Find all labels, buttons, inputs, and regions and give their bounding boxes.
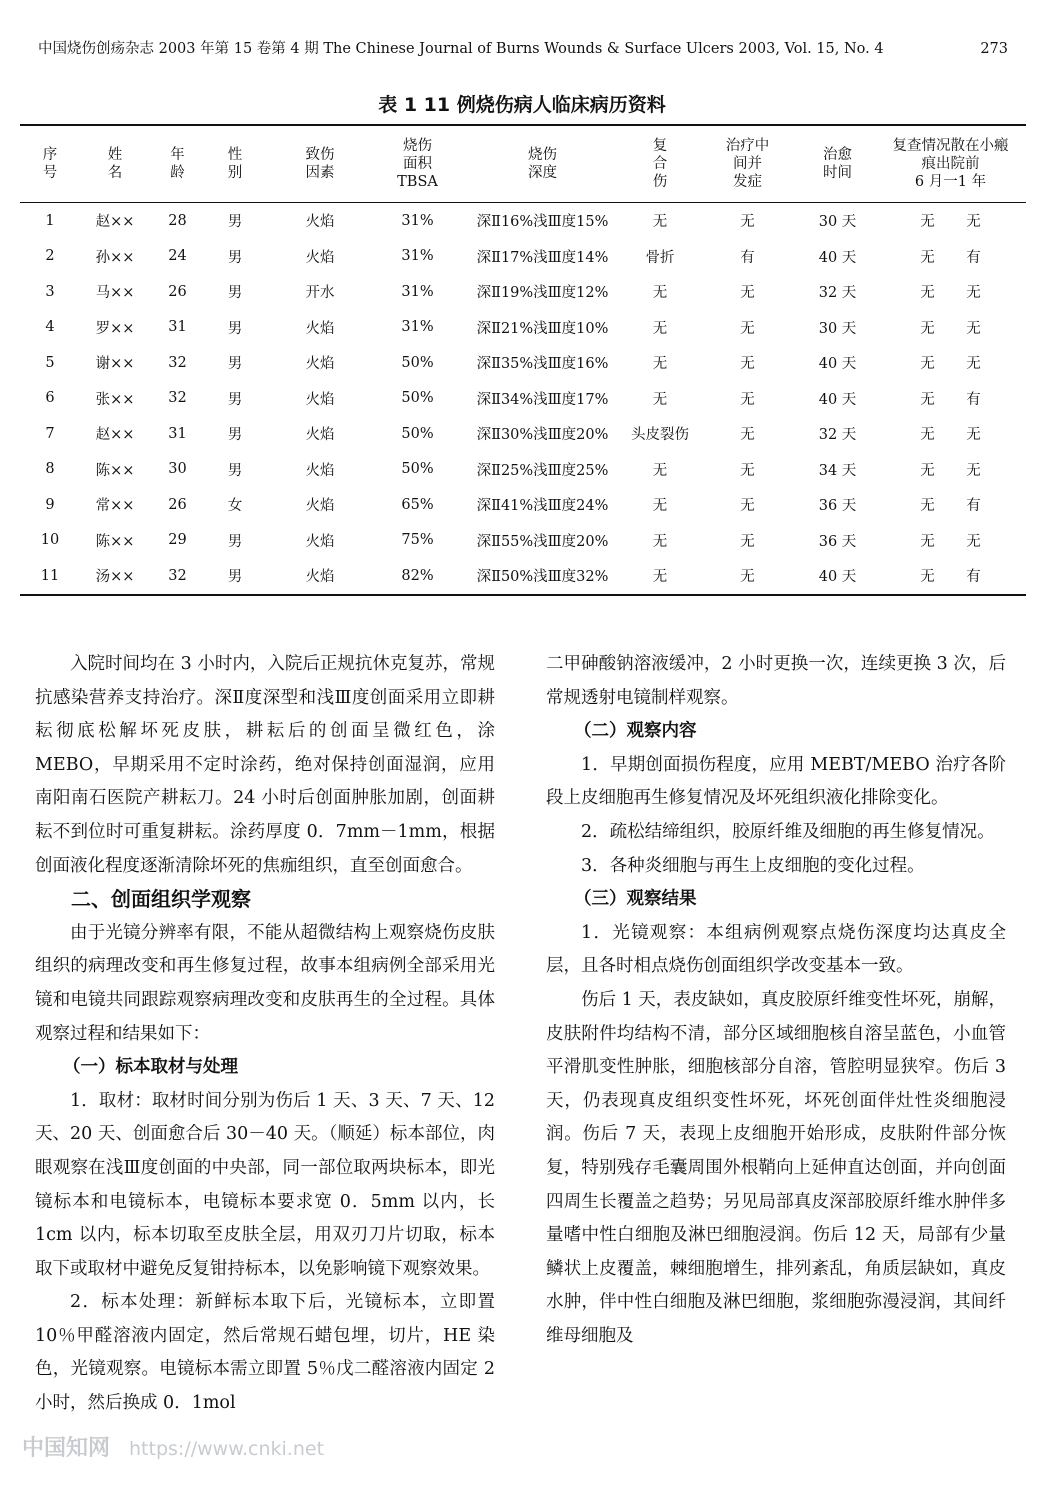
- table-cell-complication: 无: [740, 462, 755, 479]
- table-cell-name: 马××: [95, 285, 135, 302]
- header-cell: 治疗中 间并 发症: [695, 126, 800, 203]
- paragraph: 2．标本处理：新鲜标本取下后，光镜标本，立即置 10％甲醛溶液内固定，然后常规石蜡包埋，切片，HE 染色，光镜观察。电镜标本需立即置 5％戊二醛溶液内固定 2 小时，然后换成 0．1mol: [35, 1292, 495, 1414]
- table-cell-complication: 无: [740, 569, 755, 586]
- table-cell-followup: [875, 345, 1026, 381]
- followup-value: 无: [920, 498, 935, 515]
- table-cell-tbsa: 31%: [401, 212, 434, 229]
- table-cell-depth: 深Ⅱ17%浅Ⅲ度14%: [476, 249, 609, 266]
- header-cell: 复查情况散在小瘢 痕出院前 6 月一1 年: [875, 126, 1026, 203]
- table-cell-cause: 开水: [305, 285, 335, 302]
- table-cell-depth: 深Ⅱ21%浅Ⅲ度10%: [476, 320, 609, 337]
- table-cell-no: 1: [45, 212, 55, 229]
- table-cell-heal: 40 天: [818, 569, 857, 586]
- table-cell-heal: 40 天: [818, 249, 857, 266]
- table-cell-combined: 无: [652, 214, 668, 231]
- table-cell-no: 9: [45, 496, 55, 513]
- watermark-url: https://www.cnki.net: [129, 1438, 325, 1460]
- table-row: [20, 203, 1026, 239]
- header-cell: 序 号: [20, 126, 80, 203]
- followup-value: 无: [920, 285, 935, 302]
- table-cell-tbsa: 75%: [401, 532, 434, 549]
- watermark: [22, 1434, 324, 1464]
- table-cell-followup: [875, 381, 1026, 417]
- followup-value: 无: [920, 391, 935, 408]
- table-cell-sex: 男: [227, 356, 243, 373]
- table-cell-cause: 火焰: [305, 427, 335, 444]
- table-cell-no: 6: [45, 390, 55, 407]
- table-cell-cause: 火焰: [305, 569, 335, 586]
- table-cell-cause: 火焰: [305, 462, 335, 479]
- table-cell-complication: 无: [740, 356, 755, 373]
- table-cell-cause: 火焰: [305, 356, 335, 373]
- table-cell-no: 3: [45, 283, 55, 300]
- header-cell: 姓 名: [80, 126, 150, 203]
- table-cell-tbsa: 31%: [401, 248, 434, 265]
- table-cell-depth: 深Ⅱ50%浅Ⅲ度32%: [476, 569, 609, 586]
- header-cell: 性 别: [205, 126, 265, 203]
- table-cell-name: 赵××: [95, 214, 135, 231]
- table-cell-combined: 无: [652, 498, 668, 515]
- table-cell-name: 陈××: [95, 462, 135, 479]
- table-cell-combined: 无: [652, 533, 668, 550]
- table-cell-depth: 深Ⅱ35%浅Ⅲ度16%: [476, 356, 609, 373]
- followup-value: 有: [966, 569, 981, 586]
- table-cell-sex: 男: [227, 391, 243, 408]
- table-cell-heal: 30 天: [818, 320, 857, 337]
- table-cell-sex: 男: [227, 320, 243, 337]
- followup-value: 无: [966, 533, 981, 550]
- header-cell: 致伤 因素: [265, 126, 375, 203]
- table-cell-heal: 32 天: [818, 427, 857, 444]
- table-cell-name: 罗××: [95, 320, 135, 337]
- table-cell-tbsa: 50%: [401, 425, 434, 442]
- table-cell-followup: [875, 523, 1026, 559]
- table-cell-cause: 火焰: [305, 320, 335, 337]
- table-cell-cause: 火焰: [305, 249, 335, 266]
- table-cell-combined: 无: [652, 285, 668, 302]
- header-cell: 复 合 伤: [625, 126, 695, 203]
- table-row: [20, 310, 1026, 346]
- list-item: 1．早期创面损伤程度，应用 MEBT/MEBO 治疗各阶段上皮细胞再生修复情况及坏死组织液化排除变化。: [546, 754, 1006, 809]
- table-cell-combined: 无: [652, 569, 668, 586]
- paragraph: 1．光镜观察：本组病例观察点烧伤深度均达真皮全层，且各时相点烧伤创面组织学改变基本一致。: [546, 922, 1006, 977]
- followup-value: 无: [966, 214, 981, 231]
- table-cell-complication: 无: [740, 427, 755, 444]
- table-cell-sex: 男: [227, 285, 243, 302]
- section-heading: 二、创面组织学观察: [71, 887, 251, 912]
- table-cell-no: 10: [40, 532, 60, 549]
- followup-value: 无: [920, 569, 935, 586]
- table-cell-combined: 头皮裂伤: [631, 427, 689, 444]
- table-body: [20, 203, 1026, 594]
- table-cell-followup: [875, 558, 1026, 594]
- left-column: [35, 648, 495, 1421]
- subsection-heading: （三）观察结果: [574, 889, 697, 910]
- table-cell-no: 5: [45, 354, 55, 371]
- page-number: 273: [980, 41, 1008, 57]
- followup-value: 无: [920, 214, 935, 231]
- table-cell-name: 孙××: [95, 249, 135, 266]
- table-cell-name: 常××: [95, 498, 135, 515]
- table-cell-no: 8: [45, 461, 55, 478]
- subsection-heading: （二）观察内容: [574, 721, 697, 742]
- table-cell-depth: 深Ⅱ16%浅Ⅲ度15%: [476, 214, 609, 231]
- table-cell-name: 张××: [95, 391, 135, 408]
- followup-value: 无: [920, 533, 935, 550]
- paragraph-intro: 入院时间均在 3 小时内，入院后正规抗休克复苏，常规抗感染营养支持治疗。深Ⅱ度深型和浅Ⅲ度创面采用立即耕耘彻底松解坏死皮肤，耕耘后的创面呈微红色，涂 MEBO，早期采用不定时涂药，绝对保持创面湿润，应用南阳南石医院产耕耘刀。24 小时后创面肿胀加剧，创面耕耘不到位时可重复耕耘。涂药厚度 0．7mm－1mm，根据创面液化程度逐渐清除坏死的焦痂组织，直至创面愈合。: [35, 654, 495, 876]
- table-cell-sex: 女: [227, 498, 243, 515]
- table-cell-age: 32: [168, 390, 187, 407]
- table-cell-age: 24: [168, 248, 187, 265]
- table-cell-combined: 无: [652, 462, 668, 479]
- table-cell-complication: 有: [740, 249, 755, 266]
- table-cell-sex: 男: [227, 533, 243, 550]
- table-cell-age: 26: [168, 283, 187, 300]
- right-column: [546, 648, 1006, 1353]
- table-row: [20, 558, 1026, 594]
- table-cell-heal: 40 天: [818, 391, 857, 408]
- table-row: [20, 452, 1026, 488]
- table-cell-sex: 男: [227, 569, 243, 586]
- table-cell-complication: 无: [740, 214, 755, 231]
- table-cell-complication: 无: [740, 391, 755, 408]
- table-cell-sex: 男: [227, 249, 243, 266]
- table-cell-age: 31: [168, 425, 187, 442]
- table-cell-heal: 30 天: [818, 214, 857, 231]
- table-cell-followup: [875, 274, 1026, 310]
- table-cell-age: 32: [168, 567, 187, 584]
- table-cell-followup: [875, 416, 1026, 452]
- subsection-heading: （一）标本取材与处理: [63, 1057, 238, 1078]
- table-cell-depth: 深Ⅱ30%浅Ⅲ度20%: [476, 427, 609, 444]
- table-cell-heal: 40 天: [818, 356, 857, 373]
- table-cell-complication: 无: [740, 533, 755, 550]
- paragraph-continued: 二甲砷酸钠溶液缓冲，2 小时更换一次，连续更换 3 次，后常规透射电镜制样观察。: [546, 654, 1006, 708]
- table-cell-name: 陈××: [95, 533, 135, 550]
- table-cell-heal: 34 天: [818, 462, 857, 479]
- table-row: [20, 274, 1026, 310]
- table-cell-complication: 无: [740, 320, 755, 337]
- table-cell-age: 29: [168, 532, 187, 549]
- table-cell-cause: 火焰: [305, 391, 335, 408]
- followup-value: 无: [920, 462, 935, 479]
- table-cell-complication: 无: [740, 498, 755, 515]
- table-cell-tbsa: 50%: [401, 390, 434, 407]
- list-item: 2．疏松结缔组织，胶原纤维及细胞的再生修复情况。: [581, 821, 995, 842]
- table-cell-tbsa: 65%: [401, 496, 434, 513]
- followup-value: 无: [966, 462, 981, 479]
- table-cell-heal: 36 天: [818, 498, 857, 515]
- table-cell-age: 32: [168, 354, 187, 371]
- table-cell-followup: [875, 203, 1026, 239]
- followup-value: 无: [920, 249, 935, 266]
- table-row: [20, 239, 1026, 275]
- header-cell: 烧伤 深度: [460, 126, 625, 203]
- table-cell-followup: [875, 487, 1026, 523]
- table-row: [20, 523, 1026, 559]
- table-row: [20, 381, 1026, 417]
- followup-value: 有: [966, 391, 981, 408]
- table-cell-name: 谢××: [95, 356, 135, 373]
- header-cell: 治愈 时间: [800, 126, 875, 203]
- table-cell-age: 28: [168, 212, 187, 229]
- table-cell-tbsa: 31%: [401, 319, 434, 336]
- table-cell-no: 4: [45, 319, 55, 336]
- followup-value: 无: [966, 427, 981, 444]
- table-cell-no: 2: [45, 248, 55, 265]
- table-cell-age: 30: [168, 461, 187, 478]
- paragraph: 1．取材：取材时间分别为伤后 1 天、3 天、7 天、12 天、20 天、创面愈合后 30－40 天。（顺延）标本部位，肉眼观察在浅Ⅲ度创面的中央部，同一部位取两块标本，即光镜标本和电镜标本，电镜标本要求宽 0．5mm 以内，长 1cm 以内，标本切取至皮肤全层，用双刃刀片切取，标本取下或取材中避免反复钳持标本，以免影响镜下观察效果。: [35, 1090, 495, 1279]
- table-cell-no: 11: [40, 567, 60, 584]
- table-cell-name: 赵××: [95, 427, 135, 444]
- table-cell-sex: 男: [227, 427, 243, 444]
- table-cell-tbsa: 50%: [401, 461, 434, 478]
- table-cell-combined: 无: [652, 356, 668, 373]
- table-row: [20, 416, 1026, 452]
- table-cell-depth: 深Ⅱ41%浅Ⅲ度24%: [476, 498, 609, 515]
- table-cell-followup: [875, 310, 1026, 346]
- followup-value: 有: [966, 249, 981, 266]
- table-cell-cause: 火焰: [305, 498, 335, 515]
- table-cell-no: 7: [45, 425, 55, 442]
- running-title: 中国烧伤创疡杂志 2003 年第 15 卷第 4 期 The Chinese Journal of Burns Wounds & Surface Ulcers 2003, Vol. 15, No. 4: [38, 41, 884, 57]
- table-cell-depth: 深Ⅱ25%浅Ⅲ度25%: [476, 462, 609, 479]
- table-header-row: [20, 126, 1026, 203]
- table-cell-followup: [875, 452, 1026, 488]
- table-cell-depth: 深Ⅱ19%浅Ⅲ度12%: [476, 285, 609, 302]
- table-cell-combined: 骨折: [645, 249, 675, 266]
- followup-value: 无: [966, 356, 981, 373]
- table-cell-combined: 无: [652, 391, 668, 408]
- paragraph: 由于光镜分辨率有限，不能从超微结构上观察烧伤皮肤组织的病理改变和再生修复过程，故事本组病例全部采用光镜和电镜共同跟踪观察病理改变和皮肤再生的全过程。具体观察过程和结果如下：: [35, 922, 495, 1044]
- table-cell-combined: 无: [652, 320, 668, 337]
- table-cell-followup: [875, 239, 1026, 275]
- table-cell-cause: 火焰: [305, 214, 335, 231]
- followup-value: 无: [920, 356, 935, 373]
- table-title: 表 1 11 例烧伤病人临床病历资料: [378, 94, 666, 116]
- table-cell-complication: 无: [740, 285, 755, 302]
- table-cell-tbsa: 50%: [401, 354, 434, 371]
- followup-value: 无: [920, 427, 935, 444]
- table-cell-cause: 火焰: [305, 533, 335, 550]
- running-header: [38, 38, 1008, 60]
- table-row: [20, 345, 1026, 381]
- watermark-logo: 中国知网: [22, 1436, 111, 1461]
- table-cell-heal: 32 天: [818, 285, 857, 302]
- header-cell: 年 龄: [150, 126, 205, 203]
- table-row: [20, 487, 1026, 523]
- table-cell-depth: 深Ⅱ55%浅Ⅲ度20%: [476, 533, 609, 550]
- table-cell-age: 26: [168, 496, 187, 513]
- followup-value: 无: [920, 320, 935, 337]
- followup-value: 有: [966, 498, 981, 515]
- table-cell-sex: 男: [227, 462, 243, 479]
- header-cell: 烧伤 面积 TBSA: [375, 126, 460, 203]
- table-cell-sex: 男: [227, 214, 243, 231]
- table-cell-heal: 36 天: [818, 533, 857, 550]
- table-cell-tbsa: 82%: [401, 567, 434, 584]
- paragraph: 伤后 1 天，表皮缺如，真皮胶原纤维变性坏死，崩解，皮肤附件均结构不清，部分区域细胞核自溶呈蓝色，小血管平滑肌变性肿胀，细胞核部分自溶，管腔明显狭窄。伤后 3 天，仍表现真皮组织变性坏死，坏死创面伴灶性炎细胞浸润。伤后 7 天，表现上皮细胞开始形成，皮肤附件部分恢复，特别残存毛囊周围外根鞘向上延伸直达创面，并向创面四周生长覆盖之趋势；另见局部真皮深部胶原纤维水肿伴多量嗜中性白细胞及淋巴细胞浸润。伤后 12 天，局部有少量鳞状上皮覆盖，棘细胞增生，排列紊乱，角质层缺如，真皮水肿，伴中性白细胞及淋巴细胞，浆细胞弥漫浸润，其间纤维母细胞及: [546, 989, 1006, 1346]
- table-cell-name: 汤××: [95, 569, 135, 586]
- list-item: 3．各种炎细胞与再生上皮细胞的变化过程。: [581, 855, 925, 876]
- followup-value: 无: [966, 320, 981, 337]
- followup-value: 无: [966, 285, 981, 302]
- table-cell-depth: 深Ⅱ34%浅Ⅲ度17%: [476, 391, 609, 408]
- clinical-data-table: [20, 124, 1026, 596]
- table-cell-tbsa: 31%: [401, 283, 434, 300]
- table-cell-age: 31: [168, 319, 187, 336]
